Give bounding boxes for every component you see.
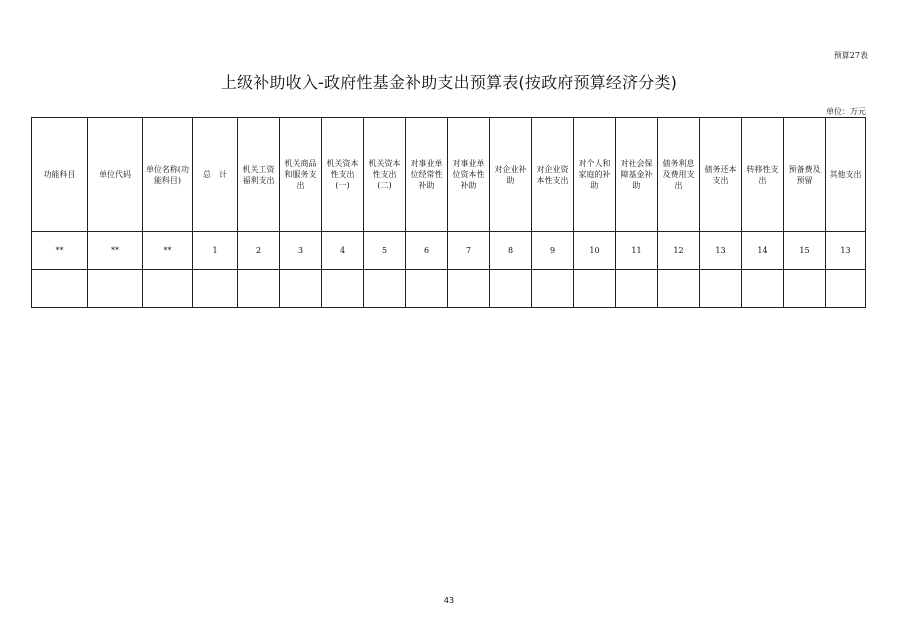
data-cell bbox=[280, 270, 322, 308]
header-cell: 债务利息及费用支出 bbox=[658, 118, 700, 232]
index-cell: 12 bbox=[658, 232, 700, 270]
data-cell bbox=[700, 270, 742, 308]
index-cell: 4 bbox=[322, 232, 364, 270]
data-cell bbox=[658, 270, 700, 308]
data-cell bbox=[322, 270, 364, 308]
header-cell: 对个人和家庭的补助 bbox=[574, 118, 616, 232]
data-cell bbox=[193, 270, 238, 308]
index-cell: 14 bbox=[742, 232, 784, 270]
index-cell: ** bbox=[143, 232, 193, 270]
data-cell bbox=[742, 270, 784, 308]
header-cell: 其他支出 bbox=[826, 118, 866, 232]
data-cell bbox=[448, 270, 490, 308]
document-title: 上级补助收入-政府性基金补助支出预算表(按政府预算经济分类) bbox=[220, 73, 678, 92]
data-cell bbox=[826, 270, 866, 308]
header-cell: 对事业单位资本性补助 bbox=[448, 118, 490, 232]
index-cell: 1 bbox=[193, 232, 238, 270]
header-row bbox=[32, 118, 866, 232]
index-cell: 10 bbox=[574, 232, 616, 270]
data-cell bbox=[616, 270, 658, 308]
index-cell: 13 bbox=[826, 232, 866, 270]
index-cell: 3 bbox=[280, 232, 322, 270]
header-cell: 转移性支出 bbox=[742, 118, 784, 232]
header-cell: 机关工资福利支出 bbox=[238, 118, 280, 232]
index-cell: ** bbox=[32, 232, 88, 270]
header-cell: 对社会保障基金补助 bbox=[616, 118, 658, 232]
header-cell: 对事业单位经常性补助 bbox=[406, 118, 448, 232]
header-cell: 总 计 bbox=[193, 118, 238, 232]
data-cell bbox=[784, 270, 826, 308]
table-row bbox=[32, 270, 866, 308]
header-cell: 机关资本性支出(二) bbox=[364, 118, 406, 232]
data-cell bbox=[406, 270, 448, 308]
header-cell: 债务还本支出 bbox=[700, 118, 742, 232]
index-cell: ** bbox=[88, 232, 143, 270]
page-number: 43 bbox=[443, 596, 455, 605]
index-cell: 13 bbox=[700, 232, 742, 270]
index-cell: 11 bbox=[616, 232, 658, 270]
data-cell bbox=[364, 270, 406, 308]
data-cell bbox=[88, 270, 143, 308]
index-cell: 2 bbox=[238, 232, 280, 270]
header-cell: 机关资本性支出(一) bbox=[322, 118, 364, 232]
table-row bbox=[32, 232, 866, 270]
index-cell: 9 bbox=[532, 232, 574, 270]
header-cell: 对企业资本性支出 bbox=[532, 118, 574, 232]
header-cell: 单位名称(功能科目) bbox=[143, 118, 193, 232]
data-cell bbox=[32, 270, 88, 308]
unit-label: 单位：万元 bbox=[826, 107, 866, 116]
header-cell: 预备费及预留 bbox=[784, 118, 826, 232]
header-cell: 对企业补助 bbox=[490, 118, 532, 232]
index-cell: 7 bbox=[448, 232, 490, 270]
table-code: 预算27表 bbox=[833, 51, 868, 60]
index-cell: 6 bbox=[406, 232, 448, 270]
header-cell: 功能科目 bbox=[32, 118, 88, 232]
header-cell: 单位代码 bbox=[88, 118, 143, 232]
index-cell: 5 bbox=[364, 232, 406, 270]
index-cell: 15 bbox=[784, 232, 826, 270]
data-cell bbox=[143, 270, 193, 308]
data-cell bbox=[532, 270, 574, 308]
data-cell bbox=[490, 270, 532, 308]
index-cell: 8 bbox=[490, 232, 532, 270]
data-cell bbox=[574, 270, 616, 308]
header-cell: 机关商品和服务支出 bbox=[280, 118, 322, 232]
budget-table bbox=[31, 117, 866, 308]
data-cell bbox=[238, 270, 280, 308]
